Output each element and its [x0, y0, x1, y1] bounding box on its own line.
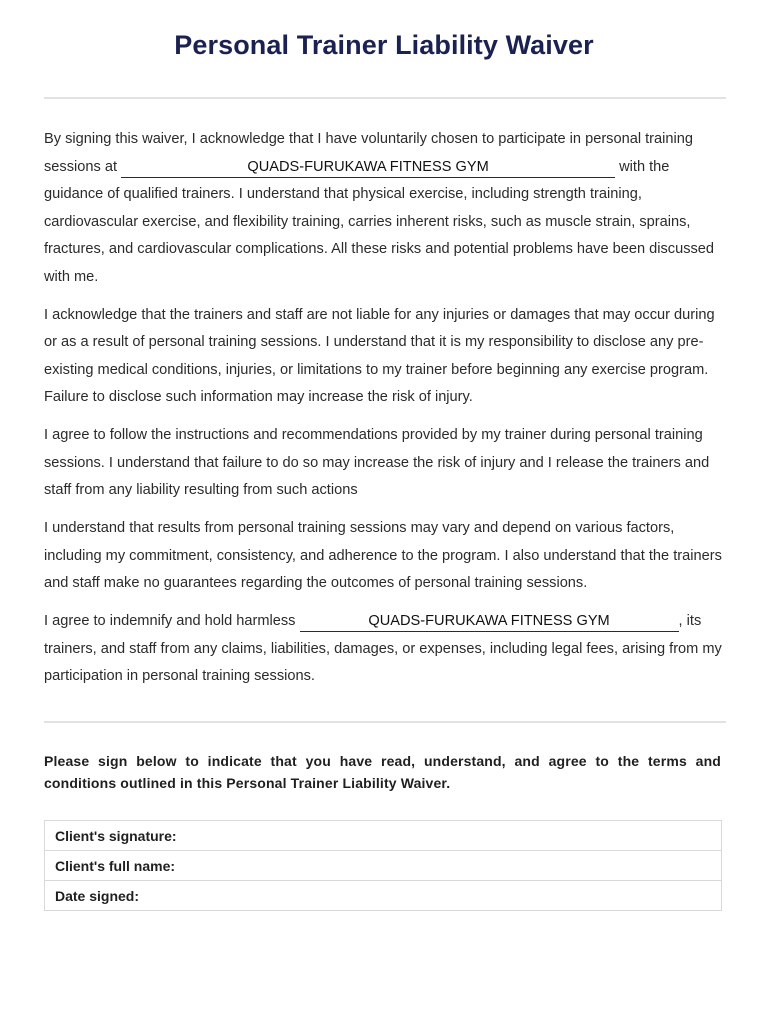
date-signed-field[interactable]: Date signed:	[45, 881, 722, 911]
table-row	[45, 851, 722, 881]
paragraph-text: I agree to indemnify and hold harmless	[44, 613, 300, 629]
page-title: Personal Trainer Liability Waiver	[174, 30, 594, 60]
gym-name-field[interactable]: QUADS-FURUKAWA FITNESS GYM	[121, 158, 615, 178]
waiver-body	[44, 126, 726, 701]
gym-name-field[interactable]: QUADS-FURUKAWA FITNESS GYM	[300, 612, 679, 632]
client-signature-field[interactable]: Client's signature:	[45, 821, 722, 851]
paragraph-text: with the guidance of qualified trainers. I understand that physical exercise, including strength training, cardiovascular exercise, and flexibility training, carries inherent risks, such as muscle strain, sprains, fractures, and cardiovascular complications. All these risks and potential problems have been discussed with me.	[44, 158, 715, 285]
paragraph-indemnity	[44, 608, 726, 691]
table-row	[45, 821, 722, 851]
signature-instructions: Please sign below to indicate that you have read, understand, and agree to the terms and conditions outlined in this Personal Trainer Liability Waiver.	[44, 753, 721, 791]
signature-table	[44, 820, 722, 911]
paragraph-results: I understand that results from personal training sessions may vary and depend on various factors, including my commitment, consistency, and adherence to the program. I also understand that the trainers and staff make no guarantees regarding the outcomes of personal training sessions.	[44, 520, 722, 591]
section-divider	[44, 721, 726, 723]
paragraph-liability: I acknowledge that the trainers and staff are not liable for any injuries or damages that may occur during or as a result of personal training sessions. I understand that it is my responsibility to disclose any pre-existing medical conditions, injuries, or limitations to my trainer before beginning any exercise program. Failure to disclose such information may increase the risk of injury.	[44, 306, 715, 405]
client-full-name-field[interactable]: Client's full name:	[45, 851, 722, 881]
title-divider	[44, 97, 726, 99]
paragraph-text: , its trainers, and staff from any claims, liabilities, damages, or expenses, including legal fees, arising from my participation in personal training sessions.	[44, 613, 722, 684]
table-row	[45, 881, 722, 911]
paragraph-participation	[44, 126, 726, 291]
paragraph-text: By signing this waiver, I acknowledge that I have voluntarily chosen to participate in personal training sessions at	[44, 131, 693, 175]
paragraph-instructions: I agree to follow the instructions and recommendations provided by my trainer during personal training sessions. I understand that failure to do so may increase the risk of injury and I release the trainers and staff from any liability resulting from such actions	[44, 427, 710, 498]
